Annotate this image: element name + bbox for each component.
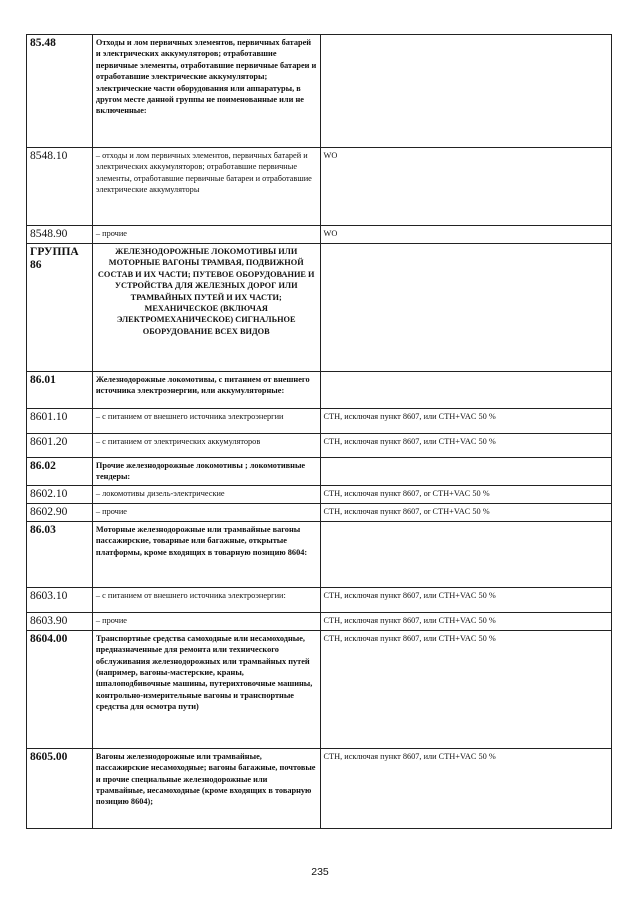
hs-code-cell: 8548.90 bbox=[27, 226, 93, 244]
table-row bbox=[27, 434, 612, 458]
origin-rule-cell: СТН, исключая пункт 8607, или СТН+VAC 50 % bbox=[320, 630, 611, 748]
hs-code-cell: 86.02 bbox=[27, 458, 93, 486]
hs-code-cell: 8602.10 bbox=[27, 485, 93, 503]
description-cell: – отходы и лом первичных элементов, первичных батарей и электрических аккумуляторов; отработавшие первичные элементы, отработавшие первичные батареи и отработавшие электрические аккумуляторы bbox=[92, 148, 320, 226]
description-cell: Отходы и лом первичных элементов, первичных батарей и электрических аккумуляторов; отработавшие первичные элементы, отработавшие первичные батареи и отработавшие электрические аккумуляторы; электрические части оборудования или аппаратуры, в другом месте данной группы не поименованные или не включенные: bbox=[92, 35, 320, 148]
table-row bbox=[27, 503, 612, 521]
hs-code-cell: 8548.10 bbox=[27, 148, 93, 226]
origin-rule-cell: WO bbox=[320, 148, 611, 226]
table-row bbox=[27, 748, 612, 828]
origin-rule-cell: WO bbox=[320, 226, 611, 244]
hs-code-cell: 8601.10 bbox=[27, 409, 93, 434]
table-row bbox=[27, 35, 612, 148]
description-cell: Железнодорожные локомотивы, с питанием от внешнего источника электроэнергии, или аккумуляторные: bbox=[92, 372, 320, 409]
tariff-table bbox=[26, 34, 612, 829]
hs-code-cell: 8604.00 bbox=[27, 630, 93, 748]
description-cell: Транспортные средства самоходные или несамоходные, предназначенные для ремонта или технического обслуживания железнодорожных или трамвайных путей (например, вагоны-мастерские, краны, шпалоподбивочные машины, путерихтовочные машины, контрольно-измерительные вагоны и транспортные средства для осмотра пути) bbox=[92, 630, 320, 748]
description-cell: – с питанием от внешнего источника электроэнергии: bbox=[92, 587, 320, 612]
hs-code-cell: 8603.10 bbox=[27, 587, 93, 612]
origin-rule-cell: СТН, исключая пункт 8607, или СТН+VAC 50 % bbox=[320, 434, 611, 458]
origin-rule-cell: СТН, исключая пункт 8607, or СТН+VAC 50 % bbox=[320, 503, 611, 521]
table-row bbox=[27, 226, 612, 244]
hs-code-cell: 8603.90 bbox=[27, 612, 93, 630]
description-cell: Моторные железнодорожные или трамвайные вагоны пассажирские, товарные или багажные, открытые платформы, кроме входящих в товарную позицию 8604: bbox=[92, 521, 320, 587]
origin-rule-cell: СТН, исключая пункт 8607, или СТН+VAC 50 % bbox=[320, 587, 611, 612]
tariff-table-body bbox=[27, 35, 612, 829]
origin-rule-cell bbox=[320, 372, 611, 409]
table-row bbox=[27, 485, 612, 503]
origin-rule-cell: СТН, исключая пункт 8607, или СТН+VAC 50 % bbox=[320, 409, 611, 434]
description-cell: – с питанием от внешнего источника электроэнергии bbox=[92, 409, 320, 434]
origin-rule-cell bbox=[320, 35, 611, 148]
table-row bbox=[27, 630, 612, 748]
hs-code-cell: 8605.00 bbox=[27, 748, 93, 828]
table-row bbox=[27, 458, 612, 486]
table-row bbox=[27, 148, 612, 226]
table-row bbox=[27, 409, 612, 434]
table-row bbox=[27, 587, 612, 612]
table-row bbox=[27, 521, 612, 587]
hs-code-cell: 85.48 bbox=[27, 35, 93, 148]
page-number: 235 bbox=[311, 866, 329, 878]
origin-rule-cell bbox=[320, 458, 611, 486]
table-row bbox=[27, 244, 612, 372]
hs-code-cell: 8601.20 bbox=[27, 434, 93, 458]
origin-rule-cell bbox=[320, 244, 611, 372]
origin-rule-cell: СТН, исключая пункт 8607, или СТН+VAC 50 % bbox=[320, 612, 611, 630]
origin-rule-cell: СТН, исключая пункт 8607, or СТН+VAC 50 % bbox=[320, 485, 611, 503]
origin-rule-cell bbox=[320, 521, 611, 587]
table-row bbox=[27, 612, 612, 630]
description-cell: – с питанием от электрических аккумуляторов bbox=[92, 434, 320, 458]
description-cell: ЖЕЛЕЗНОДОРОЖНЫЕ ЛОКОМОТИВЫ ИЛИ МОТОРНЫЕ ВАГОНЫ ТРАМВАЯ, ПОДВИЖНОЙ СОСТАВ И ИХ ЧАСТИ; ПУТЕВОЕ ОБОРУДОВАНИЕ И УСТРОЙСТВА ДЛЯ ЖЕЛЕЗНЫХ ДОРОГ ИЛИ ТРАМВАЙНЫХ ПУТЕЙ И ИХ ЧАСТИ; МЕХАНИЧЕСКОЕ (ВКЛЮЧАЯ ЭЛЕКТРОМЕХАНИЧЕСКОЕ) СИГНАЛЬНОЕ ОБОРУДОВАНИЕ ВСЕХ ВИДОВ bbox=[92, 244, 320, 372]
hs-code-cell: 86.01 bbox=[27, 372, 93, 409]
description-cell: – локомотивы дизель-электрические bbox=[92, 485, 320, 503]
description-cell: – прочие bbox=[92, 503, 320, 521]
hs-code-cell: 8602.90 bbox=[27, 503, 93, 521]
table-row bbox=[27, 372, 612, 409]
origin-rule-cell: СТН, исключая пункт 8607, или СТН+VAC 50 % bbox=[320, 748, 611, 828]
description-cell: – прочие bbox=[92, 226, 320, 244]
hs-code-cell: 86.03 bbox=[27, 521, 93, 587]
hs-code-cell: ГРУППА 86 bbox=[27, 244, 93, 372]
description-cell: Вагоны железнодорожные или трамвайные, пассажирские несамоходные; вагоны багажные, почтовые и прочие специальные железнодорожные или трамвайные, несамоходные (кроме входящих в товарную позицию 8604); bbox=[92, 748, 320, 828]
description-cell: – прочие bbox=[92, 612, 320, 630]
description-cell: Прочие железнодорожные локомотивы ; локомотивные тендеры: bbox=[92, 458, 320, 486]
